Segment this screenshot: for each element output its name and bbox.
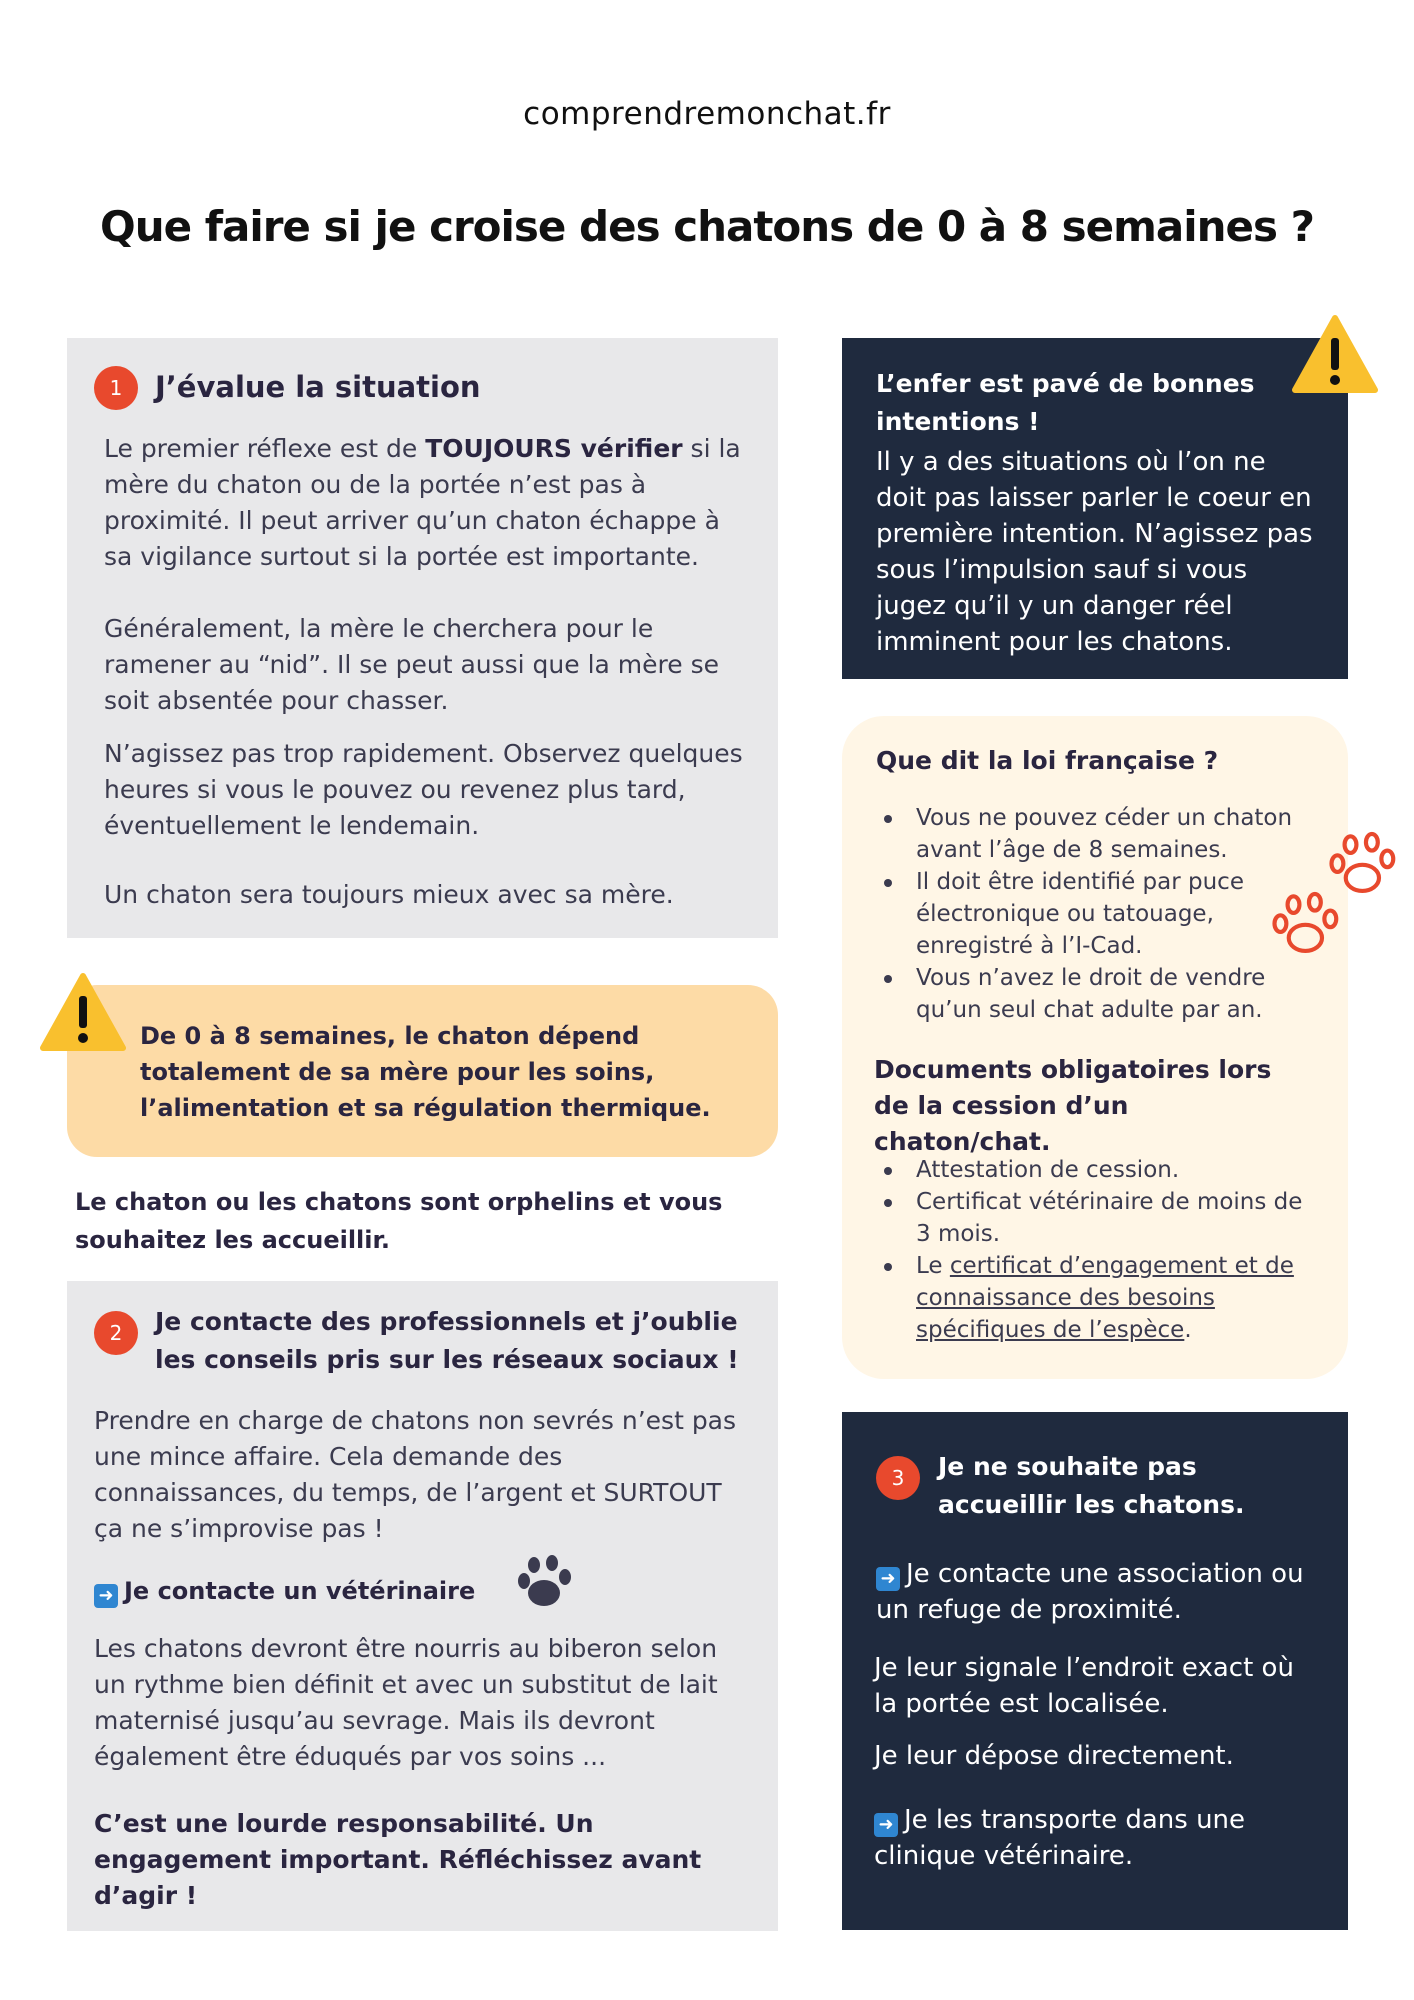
list-item: Certificat vétérinaire de moins de 3 mois. <box>876 1186 1316 1250</box>
enfer-text: Il y a des situations où l’on ne doit pas laisser parler le coeur en première intention. N’agissez pas sous l’impulsion sauf si vous jugez qu’il y un danger réel imminent pour les chatons. <box>876 447 1313 657</box>
vet-contact: ➜ Je contacte un vétérinaire <box>94 1577 475 1608</box>
enfer-box <box>842 338 1348 679</box>
list-item: Vous n’avez le droit de vendre qu’un seul chat adulte par an. <box>876 962 1296 1026</box>
page-title: Que faire si je croise des chatons de 0 à 8 semaines ? <box>100 202 1314 251</box>
step2-card <box>67 1281 778 1931</box>
step1-paragraph-4: Un chaton sera toujours mieux avec sa mère. <box>104 880 674 909</box>
step1-card <box>67 338 778 938</box>
enfer-heading: L’enfer est pavé de bonnes intentions ! <box>876 369 1255 436</box>
step2-number: 2 <box>94 1311 138 1355</box>
step2-paragraph-3: C’est une lourde responsabilité. Un engagement important. Réfléchissez avant d’agir ! <box>94 1809 702 1910</box>
right-arrow-icon: ➜ <box>876 1567 900 1591</box>
paw-icon <box>1265 888 1341 964</box>
paw-icon <box>510 1551 574 1615</box>
orphans-heading: Le chaton ou les chatons sont orphelins et vous souhaitez les accueillir. <box>75 1188 723 1254</box>
step3-paragraph-1: ➜ Je contacte une association ou un refuge de proximité. <box>876 1559 1304 1625</box>
list-item: Attestation de cession. <box>876 1154 1316 1186</box>
step1-paragraph-3: N’agissez pas trop rapidement. Observez quelques heures si vous le pouvez ou revenez plus tard, éventuellement le lendemain. <box>104 739 743 840</box>
warning-box-text: De 0 à 8 semaines, le chaton dépend totalement de sa mère pour les soins, l’alimentation et sa régulation thermique. <box>140 1022 711 1122</box>
law-box <box>842 716 1348 1379</box>
right-arrow-icon: ➜ <box>874 1813 898 1837</box>
right-arrow-icon: ➜ <box>94 1584 118 1608</box>
step3-card <box>842 1412 1348 1930</box>
list-item: Le certificat d’engagement et de connaissance des besoins spécifiques de l’espèce. <box>876 1250 1316 1346</box>
step3-number: 3 <box>876 1456 920 1500</box>
step1-paragraph-2: Généralement, la mère le cherchera pour le ramener au “nid”. Il se peut aussi que la mère se soit absentée pour chasser. <box>104 614 720 715</box>
list-item: Il doit être identifié par puce électronique ou tatouage, enregistré à l’I-Cad. <box>876 866 1296 962</box>
warning-box <box>67 985 778 1157</box>
law-heading: Que dit la loi française ? <box>876 746 1219 775</box>
step1-paragraph-1: Le premier réflexe est de TOUJOURS vérifier si la mère du chaton ou de la portée n’est pas à proximité. Il peut arriver qu’un chaton échappe à sa vigilance surtout si la portée est importante. <box>104 434 741 571</box>
law-bullets <box>876 802 1296 1026</box>
step3-paragraph-4: ➜ Je les transporte dans une clinique vétérinaire. <box>874 1805 1246 1871</box>
step2-paragraph-1: Prendre en charge de chatons non sevrés n’est pas une mince affaire. Cela demande des connaissances, du temps, de l’argent et SURTOUT ça ne s’improvise pas ! <box>94 1406 737 1543</box>
step1-number: 1 <box>94 366 138 410</box>
step2-heading: Je contacte des professionnels et j’oublie les conseils pris sur les réseaux sociaux ! <box>155 1307 739 1374</box>
warning-icon <box>1292 314 1378 396</box>
list-item: Vous ne pouvez céder un chaton avant l’âge de 8 semaines. <box>876 802 1296 866</box>
step3-paragraph-2: Je leur signale l’endroit exact où la portée est localisée. <box>874 1653 1294 1719</box>
certificate-link[interactable]: certificat d’engagement et de connaissance des besoins spécifiques de l’espèce <box>916 1253 1294 1343</box>
step3-paragraph-3: Je leur dépose directement. <box>874 1741 1234 1771</box>
warning-icon <box>40 972 126 1054</box>
step3-heading: Je ne souhaite pas accueillir les chatons. <box>938 1452 1245 1519</box>
step2-paragraph-2: Les chatons devront être nourris au biberon selon un rythme bien définit et avec un substitut de lait maternisé jusqu’au sevrage. Mais ils devront également être éduqués par vos soins ... <box>94 1634 718 1771</box>
docs-bullets <box>876 1154 1316 1346</box>
step1-heading: J’évalue la situation <box>155 370 481 404</box>
site-url: comprendremonchat.fr <box>523 96 891 132</box>
docs-heading: Documents obligatoires lors de la cession d’un chaton/chat. <box>874 1055 1272 1156</box>
